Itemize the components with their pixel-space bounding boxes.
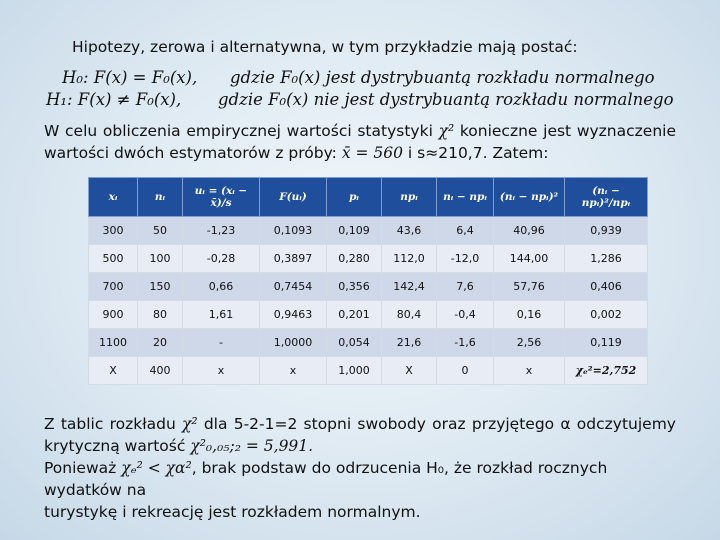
table-header-cell: xᵢ xyxy=(89,178,138,217)
para2-line2: krytyczną wartość χ²₀,₀₅;₂ = 5,991. xyxy=(44,437,314,455)
table-cell: 0,3897 xyxy=(260,245,327,273)
table-cell: 0,109 xyxy=(327,217,382,245)
table-cell: -0,28 xyxy=(183,245,260,273)
table-cell: 43,6 xyxy=(382,217,437,245)
table-cell: X xyxy=(382,357,437,385)
table-cell: -12,0 xyxy=(437,245,494,273)
table-cell: 21,6 xyxy=(382,329,437,357)
table-header-cell: F(uᵢ) xyxy=(260,178,327,217)
table-cell: 7,6 xyxy=(437,273,494,301)
intro-text: Hipotezy, zerowa i alternatywna, w tym przykładzie mają postać: xyxy=(72,38,578,56)
chi-square-symbol: χ² xyxy=(438,122,455,140)
table-cell: 20 xyxy=(138,329,183,357)
table-cell: -1,23 xyxy=(183,217,260,245)
table-cell: 142,4 xyxy=(382,273,437,301)
table-cell: 1,0000 xyxy=(260,329,327,357)
table-cell: x xyxy=(260,357,327,385)
para2-line4: turystykę i rekreację jest rozkładem normalnym. xyxy=(44,503,421,521)
table-cell: 0,9463 xyxy=(260,301,327,329)
table-cell: 2,56 xyxy=(494,329,565,357)
table-cell: 0,280 xyxy=(327,245,382,273)
table-cell: 0,054 xyxy=(327,329,382,357)
table-cell: 1,286 xyxy=(565,245,648,273)
table-cell: x xyxy=(494,357,565,385)
table-cell: X xyxy=(89,357,138,385)
table-header-cell: (nᵢ − npᵢ)²/npᵢ xyxy=(565,178,648,217)
table-cell: 1,000 xyxy=(327,357,382,385)
table-cell: 150 xyxy=(138,273,183,301)
estimators-paragraph xyxy=(44,120,676,164)
table-cell: -0,4 xyxy=(437,301,494,329)
table-cell: x xyxy=(183,357,260,385)
table-cell: 0,201 xyxy=(327,301,382,329)
table-cell: 112,0 xyxy=(382,245,437,273)
table-cell: 1,61 xyxy=(183,301,260,329)
h0-formula: H₀: F(x) = F₀(x), xyxy=(62,68,198,87)
h1-condition: gdzie F₀(x) nie jest dystrybuantą rozkładu normalnego xyxy=(218,90,674,109)
table-row xyxy=(89,273,648,301)
para1-line1: W celu obliczenia empirycznej wartości statystyki χ² konieczne jest wyznaczenie xyxy=(44,122,676,140)
table-cell: 80 xyxy=(138,301,183,329)
critical-value: χ²₀,₀₅;₂ = 5,991. xyxy=(190,437,314,455)
table-header-row xyxy=(89,178,648,217)
table-cell: 50 xyxy=(138,217,183,245)
hypothesis-h1 xyxy=(46,90,674,109)
para1-line2: wartości dwóch estymatorów z próby: x̄ = 560 i s≈210,7. Zatem: xyxy=(44,144,549,162)
table-header-cell: (nᵢ − npᵢ)² xyxy=(494,178,565,217)
table-cell: 0,939 xyxy=(565,217,648,245)
table-cell: 900 xyxy=(89,301,138,329)
table-cell: 0,002 xyxy=(565,301,648,329)
table-row xyxy=(89,357,648,385)
table-cell: - xyxy=(183,329,260,357)
table-cell: 0,7454 xyxy=(260,273,327,301)
table-cell: 144,00 xyxy=(494,245,565,273)
table-header-cell: pᵢ xyxy=(327,178,382,217)
h1-formula: H₁: F(x) ≠ F₀(x), xyxy=(46,90,182,109)
table-cell: 0 xyxy=(437,357,494,385)
table-cell: -1,6 xyxy=(437,329,494,357)
table-cell: 0,356 xyxy=(327,273,382,301)
table-cell: 100 xyxy=(138,245,183,273)
table-row xyxy=(89,301,648,329)
table-cell: 300 xyxy=(89,217,138,245)
conclusion-paragraph xyxy=(44,413,676,523)
inequality: χₑ² < χα² xyxy=(121,459,192,477)
sample-mean: x̄ = 560 xyxy=(341,144,403,162)
table-row xyxy=(89,217,648,245)
table-cell: 400 xyxy=(138,357,183,385)
table-cell: 57,76 xyxy=(494,273,565,301)
table-cell: 1100 xyxy=(89,329,138,357)
table-cell: 0,406 xyxy=(565,273,648,301)
table-cell: 0,119 xyxy=(565,329,648,357)
h0-condition: gdzie F₀(x) jest dystrybuantą rozkładu normalnego xyxy=(230,68,655,87)
table-row xyxy=(89,245,648,273)
table-cell: 700 xyxy=(89,273,138,301)
chi-square-table xyxy=(88,177,648,385)
table-header-cell: uᵢ = (xᵢ − x̄)/s xyxy=(183,178,260,217)
table-header-cell: npᵢ xyxy=(382,178,437,217)
table-cell: 80,4 xyxy=(382,301,437,329)
table-cell: 0,16 xyxy=(494,301,565,329)
table-cell: 0,66 xyxy=(183,273,260,301)
table-cell: 0,1093 xyxy=(260,217,327,245)
table-header-cell: nᵢ − npᵢ xyxy=(437,178,494,217)
table-cell: χₑ²=2,752 xyxy=(565,357,648,385)
table-cell: 6,4 xyxy=(437,217,494,245)
para2-line1: Z tablic rozkładu χ² dla 5-2-1=2 stopni swobody oraz przyjętego α odczytujemy xyxy=(44,415,676,433)
para2-line3: Ponieważ χₑ² < χα², brak podstaw do odrzucenia H₀, że rozkład rocznych wydatków na xyxy=(44,459,608,499)
hypothesis-h0 xyxy=(62,68,655,87)
table-row xyxy=(89,329,648,357)
table-header-cell: nᵢ xyxy=(138,178,183,217)
table-cell: 40,96 xyxy=(494,217,565,245)
table-cell: 500 xyxy=(89,245,138,273)
